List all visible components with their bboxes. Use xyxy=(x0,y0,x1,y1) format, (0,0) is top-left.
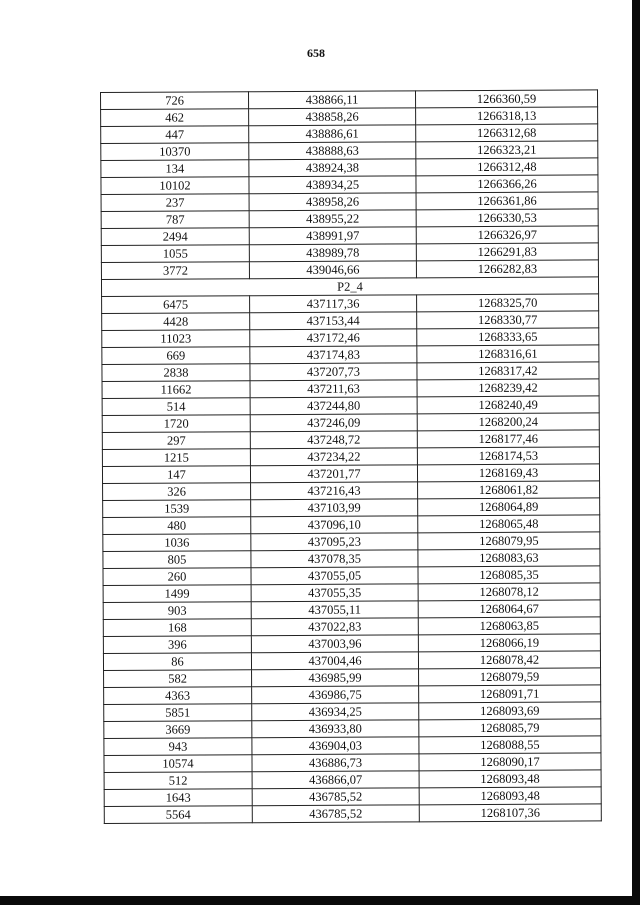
x-coordinate-cell: 437103,99 xyxy=(251,499,418,517)
table-row xyxy=(103,583,600,603)
table-row xyxy=(102,379,599,399)
point-id-cell: 5851 xyxy=(104,704,252,722)
table-row xyxy=(103,600,600,620)
table-row xyxy=(101,90,598,110)
y-coordinate-cell: 1268083,63 xyxy=(418,549,600,567)
point-id-cell: 147 xyxy=(102,466,250,484)
y-coordinate-cell: 1268063,85 xyxy=(418,617,600,635)
y-coordinate-cell: 1268088,55 xyxy=(419,736,601,754)
y-coordinate-cell: 1268085,35 xyxy=(418,566,600,584)
y-coordinate-cell: 1268177,46 xyxy=(417,430,599,448)
x-coordinate-cell: 436985,99 xyxy=(252,669,419,687)
y-coordinate-cell: 1268091,71 xyxy=(419,685,601,703)
y-coordinate-cell: 1268240,49 xyxy=(417,396,599,414)
y-coordinate-cell: 1266282,83 xyxy=(416,260,598,278)
y-coordinate-cell: 1268078,12 xyxy=(418,583,600,601)
x-coordinate-cell: 436904,03 xyxy=(252,737,419,755)
y-coordinate-cell: 1266326,97 xyxy=(416,226,598,244)
table-row xyxy=(104,668,601,688)
table-row xyxy=(101,192,598,212)
table-row xyxy=(104,702,601,722)
x-coordinate-cell: 438888,63 xyxy=(249,142,416,160)
x-coordinate-cell: 436886,73 xyxy=(252,754,419,772)
point-id-cell: 297 xyxy=(102,432,250,450)
table-row xyxy=(101,260,598,280)
y-coordinate-cell: 1268174,53 xyxy=(417,447,599,465)
x-coordinate-cell: 439046,66 xyxy=(249,261,416,279)
table-row xyxy=(102,447,599,467)
point-id-cell: 462 xyxy=(101,109,249,127)
x-coordinate-cell: 437022,83 xyxy=(251,618,418,636)
x-coordinate-cell: 436986,75 xyxy=(252,686,419,704)
point-id-cell: 10102 xyxy=(101,177,249,195)
x-coordinate-cell: 437211,63 xyxy=(250,380,417,398)
y-coordinate-cell: 1268107,36 xyxy=(419,804,601,822)
y-coordinate-cell: 1268093,69 xyxy=(419,702,601,720)
point-id-cell: 787 xyxy=(101,211,249,229)
point-id-cell: 1215 xyxy=(102,449,250,467)
table-row xyxy=(104,753,601,773)
y-coordinate-cell: 1268325,70 xyxy=(417,294,599,312)
table-row xyxy=(104,804,601,824)
point-id-cell: 1643 xyxy=(104,789,252,807)
scan-edge-bottom xyxy=(0,896,640,905)
table-row xyxy=(102,345,599,365)
point-id-cell: 1499 xyxy=(103,585,251,603)
point-id-cell: 805 xyxy=(103,551,251,569)
table-row xyxy=(101,158,598,178)
coordinates-table-body xyxy=(101,90,602,824)
point-id-cell: 168 xyxy=(103,619,251,637)
table-row xyxy=(102,362,599,382)
point-id-cell: 3669 xyxy=(104,721,252,739)
table-row xyxy=(101,107,598,127)
point-id-cell: 260 xyxy=(103,568,251,586)
y-coordinate-cell: 1268090,17 xyxy=(419,753,601,771)
table-row xyxy=(102,294,599,314)
point-id-cell: 6475 xyxy=(102,296,250,314)
y-coordinate-cell: 1268064,89 xyxy=(418,498,600,516)
x-coordinate-cell: 437172,46 xyxy=(250,329,417,347)
point-id-cell: 4363 xyxy=(104,687,252,705)
point-id-cell: 3772 xyxy=(101,262,249,280)
point-id-cell: 1036 xyxy=(103,534,251,552)
y-coordinate-cell: 1268239,42 xyxy=(417,379,599,397)
point-id-cell: 2494 xyxy=(101,228,249,246)
table-row xyxy=(102,396,599,416)
table-row xyxy=(103,566,600,586)
table-row xyxy=(101,124,598,144)
point-id-cell: 86 xyxy=(103,653,251,671)
table-row xyxy=(104,770,601,790)
y-coordinate-cell: 1268200,24 xyxy=(417,413,599,431)
table-row xyxy=(102,413,599,433)
point-id-cell: 396 xyxy=(103,636,251,654)
table-row xyxy=(101,243,598,263)
x-coordinate-cell: 437004,46 xyxy=(251,652,418,670)
point-id-cell: 326 xyxy=(103,483,251,501)
y-coordinate-cell: 1268093,48 xyxy=(419,787,601,805)
x-coordinate-cell: 438934,25 xyxy=(249,176,416,194)
y-coordinate-cell: 1268066,19 xyxy=(418,634,600,652)
table-row xyxy=(103,515,600,535)
x-coordinate-cell: 437234,22 xyxy=(250,448,417,466)
table-row xyxy=(104,787,601,807)
y-coordinate-cell: 1268079,95 xyxy=(418,532,600,550)
x-coordinate-cell: 438858,26 xyxy=(249,108,416,126)
table-row xyxy=(101,175,598,195)
table-row xyxy=(104,736,601,756)
point-id-cell: 10370 xyxy=(101,143,249,161)
point-id-cell: 480 xyxy=(103,517,251,535)
point-id-cell: 11662 xyxy=(102,381,250,399)
table-row xyxy=(104,719,601,739)
point-id-cell: 5564 xyxy=(104,806,252,824)
table-row xyxy=(102,430,599,450)
point-id-cell: 512 xyxy=(104,772,252,790)
x-coordinate-cell: 437078,35 xyxy=(251,550,418,568)
table-row xyxy=(103,532,600,552)
table-row xyxy=(103,651,600,671)
x-coordinate-cell: 437055,35 xyxy=(251,584,418,602)
point-id-cell: 11023 xyxy=(102,330,250,348)
x-coordinate-cell: 436933,80 xyxy=(252,720,419,738)
y-coordinate-cell: 1268169,43 xyxy=(417,464,599,482)
y-coordinate-cell: 1268330,77 xyxy=(417,311,599,329)
y-coordinate-cell: 1268061,82 xyxy=(418,481,600,499)
x-coordinate-cell: 438924,38 xyxy=(249,159,416,177)
table-row xyxy=(103,617,600,637)
point-id-cell: 514 xyxy=(102,398,250,416)
x-coordinate-cell: 437248,72 xyxy=(250,431,417,449)
scan-edge-right xyxy=(632,0,640,905)
x-coordinate-cell: 437201,77 xyxy=(250,465,417,483)
table-row xyxy=(104,685,601,705)
x-coordinate-cell: 437246,09 xyxy=(250,414,417,432)
point-id-cell: 1539 xyxy=(103,500,251,518)
point-id-cell: 903 xyxy=(103,602,251,620)
y-coordinate-cell: 1268093,48 xyxy=(419,770,601,788)
x-coordinate-cell: 437003,96 xyxy=(251,635,418,653)
x-coordinate-cell: 438991,97 xyxy=(249,227,416,245)
x-coordinate-cell: 437117,36 xyxy=(250,295,417,313)
x-coordinate-cell: 437207,73 xyxy=(250,363,417,381)
y-coordinate-cell: 1266360,59 xyxy=(415,90,597,108)
y-coordinate-cell: 1268064,67 xyxy=(418,600,600,618)
point-id-cell: 1055 xyxy=(101,245,249,263)
table-row xyxy=(103,549,600,569)
point-id-cell: 4428 xyxy=(102,313,250,331)
y-coordinate-cell: 1268317,42 xyxy=(417,362,599,380)
x-coordinate-cell: 437244,80 xyxy=(250,397,417,415)
x-coordinate-cell: 437055,05 xyxy=(251,567,418,585)
table-row xyxy=(102,328,599,348)
point-id-cell: 582 xyxy=(104,670,252,688)
point-id-cell: 10574 xyxy=(104,755,252,773)
section-label: P2_4 xyxy=(101,277,598,297)
x-coordinate-cell: 437095,23 xyxy=(251,533,418,551)
x-coordinate-cell: 436785,52 xyxy=(252,805,419,823)
point-id-cell: 2838 xyxy=(102,364,250,382)
coordinates-table xyxy=(100,89,602,824)
point-id-cell: 943 xyxy=(104,738,252,756)
x-coordinate-cell: 438989,78 xyxy=(249,244,416,262)
x-coordinate-cell: 437055,11 xyxy=(251,601,418,619)
table-row xyxy=(103,498,600,518)
page-number: 658 xyxy=(307,46,325,60)
x-coordinate-cell: 436785,52 xyxy=(252,788,419,806)
table-row xyxy=(101,141,598,161)
y-coordinate-cell: 1266323,21 xyxy=(416,141,598,159)
y-coordinate-cell: 1266291,83 xyxy=(416,243,598,261)
x-coordinate-cell: 438958,26 xyxy=(249,193,416,211)
x-coordinate-cell: 436934,25 xyxy=(252,703,419,721)
x-coordinate-cell: 437174,83 xyxy=(250,346,417,364)
point-id-cell: 1720 xyxy=(102,415,250,433)
table-row xyxy=(101,226,598,246)
point-id-cell: 726 xyxy=(101,92,249,110)
x-coordinate-cell: 437153,44 xyxy=(250,312,417,330)
table-row xyxy=(103,634,600,654)
y-coordinate-cell: 1266318,13 xyxy=(416,107,598,125)
table-row xyxy=(102,311,599,331)
table-row xyxy=(103,481,600,501)
x-coordinate-cell: 438886,61 xyxy=(249,125,416,143)
table-row xyxy=(102,464,599,484)
x-coordinate-cell: 438866,11 xyxy=(249,91,416,109)
y-coordinate-cell: 1268085,79 xyxy=(419,719,601,737)
x-coordinate-cell: 437216,43 xyxy=(251,482,418,500)
y-coordinate-cell: 1268078,42 xyxy=(418,651,600,669)
y-coordinate-cell: 1268333,65 xyxy=(417,328,599,346)
point-id-cell: 669 xyxy=(102,347,250,365)
x-coordinate-cell: 438955,22 xyxy=(249,210,416,228)
y-coordinate-cell: 1266312,68 xyxy=(416,124,598,142)
x-coordinate-cell: 437096,10 xyxy=(251,516,418,534)
point-id-cell: 237 xyxy=(101,194,249,212)
y-coordinate-cell: 1268065,48 xyxy=(418,515,600,533)
y-coordinate-cell: 1266330,53 xyxy=(416,209,598,227)
y-coordinate-cell: 1268316,61 xyxy=(417,345,599,363)
x-coordinate-cell: 436866,07 xyxy=(252,771,419,789)
table-row xyxy=(101,209,598,229)
y-coordinate-cell: 1268079,59 xyxy=(419,668,601,686)
point-id-cell: 134 xyxy=(101,160,249,178)
y-coordinate-cell: 1266312,48 xyxy=(416,158,598,176)
y-coordinate-cell: 1266361,86 xyxy=(416,192,598,210)
y-coordinate-cell: 1266366,26 xyxy=(416,175,598,193)
point-id-cell: 447 xyxy=(101,126,249,144)
